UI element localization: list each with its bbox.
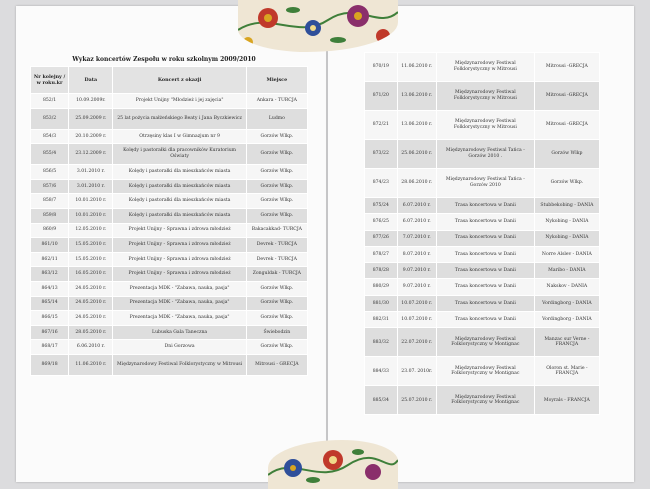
cell-miejsce: Zonguldak - TURCJA (246, 267, 307, 282)
cell-nr: 881/30 (365, 295, 398, 311)
cell-miejsce: Gorzów Wlkp. (246, 129, 307, 144)
cell-koncert: Trasa koncertowa w Danii (436, 263, 534, 279)
cell-koncert: Międzynarodowy Festiwal Folklorystyczny w Montignac (436, 386, 534, 415)
floral-ornament-icon (268, 440, 398, 489)
cell-koncert: Trasa koncertowa w Danii (436, 279, 534, 295)
cell-miejsce: Mitrousi - GRECJA (246, 354, 307, 375)
cell-data: 24.05.2010 r. (69, 281, 113, 296)
cell-koncert: Projekt Unijny - Sprawna i zdrowa młodzież (113, 223, 246, 238)
cell-miejsce: Gorzów Wlkp. (246, 179, 307, 194)
table-row (31, 340, 308, 355)
cell-koncert: Trasa koncertowa w Danii (436, 230, 534, 246)
column-header-nr: Nr kolejny / w roku.kr (31, 67, 69, 94)
cell-koncert: Trasa koncertowa w Danii (436, 198, 534, 214)
concert-table-right (364, 52, 600, 415)
cell-miejsce: Ankara - TURCJA (246, 94, 307, 109)
cell-nr: 863/12 (31, 267, 69, 282)
cell-miejsce: Maribo - DANIA (534, 263, 599, 279)
cell-nr: 855/4 (31, 144, 69, 165)
cell-data: 10.01.2010 r. (69, 194, 113, 209)
cell-data: 6.06.2010 r. (69, 340, 113, 355)
cell-nr: 872/21 (365, 111, 398, 140)
cell-nr: 874/23 (365, 169, 398, 198)
cell-data: 25.06.2010 r. (397, 140, 436, 169)
cell-data: 10.07.2010 r. (397, 295, 436, 311)
cell-miejsce: Świebodzin (246, 325, 307, 340)
cell-koncert: Międzynarodowy Festiwal Folklorystyczny w Mitrousi (113, 354, 246, 375)
cell-nr: 871/20 (365, 82, 398, 111)
cell-nr: 870/19 (365, 53, 398, 82)
cell-data: 10.09.2009r. (69, 94, 113, 109)
cell-miejsce: Devrek - TURCJA (246, 238, 307, 253)
table-row (31, 129, 308, 144)
cell-nr: 884/33 (365, 357, 398, 386)
table-row (365, 263, 600, 279)
cell-nr: 882/31 (365, 312, 398, 328)
cell-koncert: Projekt Unijny - Sprawna i zdrowa młodzież (113, 238, 246, 253)
cell-miejsce: Vordingborg - DANIA (534, 312, 599, 328)
cell-koncert: Międzynarodowy Festiwal Folklorystyczny w Montignac (436, 328, 534, 357)
table-row (365, 279, 600, 295)
cell-miejsce: Gorzów Wlkp. (246, 281, 307, 296)
cell-miejsce: Norre Alslev - DANIA (534, 246, 599, 262)
cell-data: 3.01.2010 r. (69, 179, 113, 194)
cell-data: 6.07.2010 r. (397, 198, 436, 214)
cell-data: 13.06.2010 r. (397, 111, 436, 140)
table-row (365, 328, 600, 357)
cell-koncert: Prezentacja MDK - "Zabawa, nauka, pasja" (113, 296, 246, 311)
folk-flower-ornament-bottom (268, 440, 398, 489)
cell-koncert: Kolędy i pastorałki dla mieszkańców miasta (113, 194, 246, 209)
cell-miejsce: Nakskov - DANIA (534, 279, 599, 295)
table-row (365, 386, 600, 415)
table-row (31, 144, 308, 165)
cell-nr: 878/28 (365, 263, 398, 279)
table-row (31, 208, 308, 223)
cell-nr: 868/17 (31, 340, 69, 355)
table-row (365, 82, 600, 111)
cell-nr: 883/32 (365, 328, 398, 357)
table-row (365, 198, 600, 214)
table-row (365, 214, 600, 230)
cell-miejsce: Gorzów Wlkp. (246, 144, 307, 165)
cell-nr: 853/2 (31, 108, 69, 129)
cell-nr: 858/7 (31, 194, 69, 209)
cell-data: 3.01.2010 r. (69, 165, 113, 180)
cell-data: 11.06.2010 r. (397, 53, 436, 82)
table-row (31, 267, 308, 282)
cell-data: 10.07.2010 r. (397, 312, 436, 328)
cell-data: 28.06.2010 r. (397, 169, 436, 198)
cell-miejsce: Devrek - TURCJA (246, 252, 307, 267)
cell-koncert: Kolędy i pastorałki dla mieszkańców miasta (113, 208, 246, 223)
cell-koncert: Międzynarodowy Festiwal Folklorystyczny w Mitrousi (436, 111, 534, 140)
table-row (365, 295, 600, 311)
cell-miejsce: Nykobing - DANIA (534, 230, 599, 246)
cell-miejsce: Gorzów Wlkp (534, 140, 599, 169)
cell-data: 11.06.2010 r. (69, 354, 113, 375)
table-row (365, 357, 600, 386)
cell-nr: 876/25 (365, 214, 398, 230)
cell-miejsce: Moyrals - FRANCJA (534, 386, 599, 415)
cell-nr: 854/3 (31, 129, 69, 144)
table-row (31, 325, 308, 340)
cell-nr: 859/8 (31, 208, 69, 223)
table-row (365, 169, 600, 198)
table-row (31, 354, 308, 375)
table-row (31, 165, 308, 180)
cell-miejsce: Mitrousi -GRECJA (534, 53, 599, 82)
cell-data: 23.12.2009 r. (69, 144, 113, 165)
cell-nr: 860/9 (31, 223, 69, 238)
table-row (31, 108, 308, 129)
cell-miejsce: Vordingborg - DANIA (534, 295, 599, 311)
cell-nr: 856/5 (31, 165, 69, 180)
table-row (365, 53, 600, 82)
cell-miejsce: Mitrousi -GRECJA (534, 82, 599, 111)
cell-data: 13.06.2010 r. (397, 82, 436, 111)
cell-miejsce: Oloron st. Marie - FRANCJA (534, 357, 599, 386)
cell-data: 9.07.2010 r. (397, 263, 436, 279)
cell-miejsce: Bakacakkad- TURCJA (246, 223, 307, 238)
column-header-miejsce: Miejsce (246, 67, 307, 94)
cell-nr: 857/6 (31, 179, 69, 194)
cell-miejsce: Ludmo (246, 108, 307, 129)
cell-koncert: Trasa koncertowa w Danii (436, 246, 534, 262)
cell-data: 8.07.2010 r. (397, 246, 436, 262)
cell-nr: 877/26 (365, 230, 398, 246)
table-row (365, 230, 600, 246)
table-row (31, 223, 308, 238)
cell-nr: 875/24 (365, 198, 398, 214)
cell-miejsce: Gorzów Wlkp. (246, 311, 307, 326)
cell-nr: 861/10 (31, 238, 69, 253)
table-row (31, 252, 308, 267)
table-row (365, 140, 600, 169)
cell-data: 22.07.2010 r. (397, 328, 436, 357)
cell-miejsce: Gorzów Wlkp. (246, 208, 307, 223)
cell-miejsce: Stubbekobing - DANIA (534, 198, 599, 214)
cell-data: 25.09.2009 r. (69, 108, 113, 129)
cell-koncert: Trasa koncertowa w Danii (436, 312, 534, 328)
cell-data: 23.07. 2010r. (397, 357, 436, 386)
cell-data: 6.07.2010 r. (397, 214, 436, 230)
cell-data: 15.05.2010 r. (69, 238, 113, 253)
cell-nr: 864/13 (31, 281, 69, 296)
cell-miejsce: Gorzów Wlkp. (534, 169, 599, 198)
cell-data: 16.05.2010 r. (69, 267, 113, 282)
cell-koncert: Projekt Unijny "Młodzież i jej zajęcia" (113, 94, 246, 109)
document-title: Wykaz koncertów Zespołu w roku szkolnym 2009/2010 (72, 56, 256, 63)
cell-nr: 862/11 (31, 252, 69, 267)
cell-koncert: Dni Gorzowa (113, 340, 246, 355)
cell-data: 15.05.2010 r. (69, 252, 113, 267)
cell-data: 9.07.2010 r. (397, 279, 436, 295)
table-row (31, 238, 308, 253)
cell-nr: 866/15 (31, 311, 69, 326)
table-row (31, 94, 308, 109)
cell-nr: 880/29 (365, 279, 398, 295)
table-row (31, 311, 308, 326)
cell-data: 25.07.2010 r. (397, 386, 436, 415)
cell-miejsce: Manzac sur Verne - FRANCJA (534, 328, 599, 357)
cell-koncert: Projekt Unijny - Sprawna i zdrowa młodzież (113, 252, 246, 267)
cell-nr: 865/14 (31, 296, 69, 311)
cell-koncert: Prezentacja MDK - "Zabawa, nauka, pasja" (113, 311, 246, 326)
cell-koncert: 25 lat pożycia małżeńskiego Beaty i Jana Byczkiewicz (113, 108, 246, 129)
table-row (365, 246, 600, 262)
cell-data: 20.10.2009 r. (69, 129, 113, 144)
column-header-data: Data (69, 67, 113, 94)
table-row (365, 111, 600, 140)
cell-koncert: Kolędy i pastorałki dla mieszkańców miasta (113, 165, 246, 180)
column-header-koncert: Koncert z okazji (113, 67, 246, 94)
folk-flower-ornament-top (238, 0, 398, 52)
cell-data: 12.05.2010 r. (69, 223, 113, 238)
cell-data: 7.07.2010 r. (397, 230, 436, 246)
cell-koncert: Międzynarodowy Festiwal Folklorystyczny w Mitrousi (436, 82, 534, 111)
table-row (365, 312, 600, 328)
table-row (31, 281, 308, 296)
cell-nr: 878/27 (365, 246, 398, 262)
cell-miejsce: Gorzów Wlkp. (246, 165, 307, 180)
cell-koncert: Trasa koncertowa w Danii (436, 214, 534, 230)
floral-ornament-icon (238, 0, 398, 52)
cell-nr: 852/1 (31, 94, 69, 109)
concert-table-left (30, 66, 308, 376)
table-row (31, 296, 308, 311)
cell-koncert: Projekt Unijny - Sprawna i zdrowa młodzież (113, 267, 246, 282)
cell-koncert: Kolędy i pastorałki dla mieszkańców miasta (113, 179, 246, 194)
cell-koncert: Międzynarodowy Festiwal Tańca - Gorzów 2010 (436, 169, 534, 198)
cell-data: 24.05.2010 r. (69, 311, 113, 326)
table-row (31, 179, 308, 194)
cell-koncert: Trasa koncertowa w Danii (436, 295, 534, 311)
cell-nr: 885/34 (365, 386, 398, 415)
cell-koncert: Kolędy i pastorałki dla pracowników Kuratorium Oświaty (113, 144, 246, 165)
table-row (31, 194, 308, 209)
cell-miejsce: Gorzów Wlkp. (246, 194, 307, 209)
cell-nr: 869/18 (31, 354, 69, 375)
cell-koncert: Prezentacja MDK - "Zabawa, nauka, pasja" (113, 281, 246, 296)
cell-nr: 867/16 (31, 325, 69, 340)
cell-data: 28.05.2010 r. (69, 325, 113, 340)
cell-koncert: Międzynarodowy Festiwal Tańca - Gorzów 2010 . (436, 140, 534, 169)
table-header-row (31, 67, 308, 94)
cell-data: 10.01.2010 r. (69, 208, 113, 223)
cell-miejsce: Gorzów Wlkp. (246, 296, 307, 311)
cell-nr: 873/22 (365, 140, 398, 169)
cell-koncert: Lubuska Gala Taneczna (113, 325, 246, 340)
cell-koncert: Międzynarodowy Festiwal Folklorystyczny w Montignac (436, 357, 534, 386)
cell-koncert: Otrzęsiny klas I w Gimnazjum nr 9 (113, 129, 246, 144)
cell-koncert: Międzynarodowy Festiwal Folklorystyczny w Mitrousi (436, 53, 534, 82)
cell-miejsce: Gorzów Wlkp. (246, 340, 307, 355)
cell-data: 24.05.2010 r. (69, 296, 113, 311)
cell-miejsce: Mitrousi -GRECJA (534, 111, 599, 140)
cell-miejsce: Nykobing - DANIA (534, 214, 599, 230)
